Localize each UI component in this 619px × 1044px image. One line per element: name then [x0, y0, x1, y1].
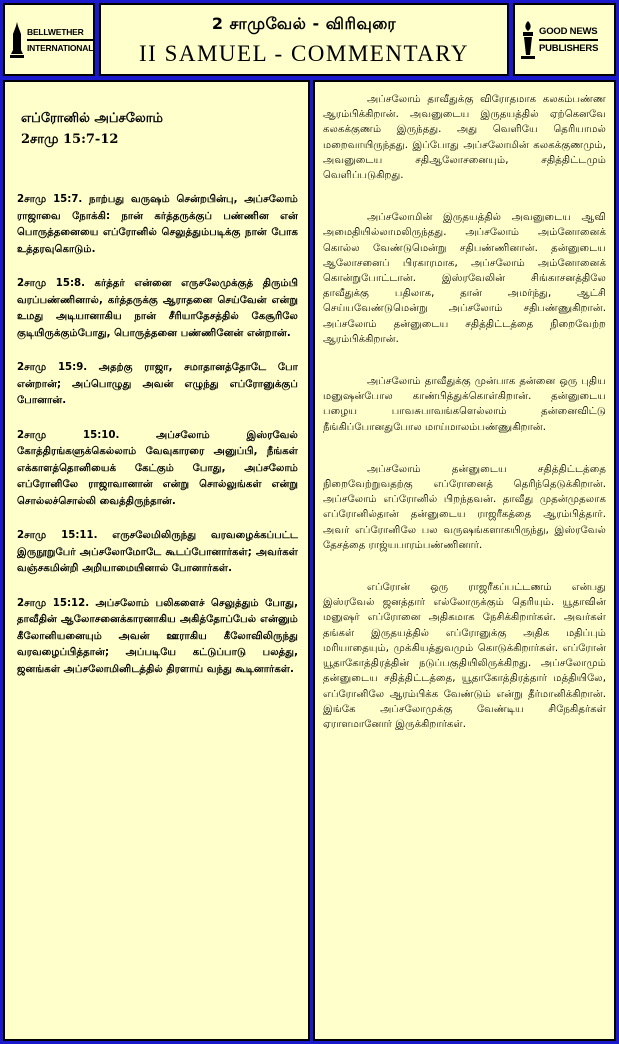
- commentary-paragraph: அப்சலோம் தாவீதுக்கு முன்பாக தன்னை ஒரு புதிய மனுஷன்போல காண்பித்துக்கொள்கிறான். தன்னுடைய பழைய பாவசுபாவங்களெல்லாம் தன்னைவிட்டு நீங்கிப்போனதுபோல மாய்மாலம்பண்ணுகிறான்.: [323, 376, 606, 433]
- good-news-logo-box: [513, 3, 616, 76]
- section-title: [21, 108, 298, 150]
- commentary-column: [313, 80, 616, 1041]
- bellwether-logo-text: [27, 26, 93, 54]
- bell-icon: [9, 20, 25, 60]
- section-title-reference: 2சாமு 15:7-12: [21, 132, 119, 147]
- commentary-paragraph: அப்சலோம் தன்னுடைய சதித்திட்டத்தை நிறைவேற்றுவதற்கு எப்ரோனைத் தெரிந்தெடுக்கிறான். அப்சலோம் எப்ரோனில் பிறந்தவன். தாவீது முதன்முதலாக எப்ரோனில்தான் தன்னுடைய ராஜரீகத்தை ஆரம்பித்தார். அவர் எப்ரோனிலே பல வருஷங்களாகயிருந்து, இஸ்ரவேல் தேசத்தை ராஜ்யபாரம்பண்ணினார்.: [323, 463, 606, 551]
- page-title-box: [99, 3, 509, 76]
- left-logo-line1: BELLWETHER: [27, 26, 84, 37]
- verse-paragraph: 2சாமு 15:8. கர்த்தர் என்னை எருசலேமுக்குத் திரும்பி வரப்பண்ணினால், கர்த்தருக்கு ஆராதனை செய்வேன் என்று உமது அடியானாகிய நான் சீரியாதேசத்தில் கேசூரிலே குடியிருக்கும்போது, பொருத்தனை பண்ணினேன் என்றான்.: [17, 278, 298, 339]
- commentary-paragraph: அப்சலோமின் இருதயத்தில் அவனுடைய ஆவி அமைதியில்லாமலிருந்தது. அப்சலோம் அம்னோனைக் கொல்ல வேண்டுமென்று சதிபண்ணினான். தன்னுடைய ஆலோசனைப் பிரகாரமாக, அப்சலோம் அம்னோனைக் கொன்றுபோட்டான். இஸ்ரவேலின் சிங்காசனத்திலே தாவீதுக்கு பதிலாக, தான் அமர்ந்து, ஆட்சி செய்யவேண்டுமென்று அப்சலோம் சதிபண்ணுகிறான். அப்சலோம் தன்னுடைய சதித்திட்டத்தை நிறைவேற்ற ஆரம்பிக்கிறான்.: [323, 212, 606, 345]
- commentary-paragraph: அப்சலோம் தாவீதுக்கு விரோதமாக கலகம்பண்ண ஆரம்பிக்கிறான். அவனுடைய இருதயத்தில் ஏற்கெனவே கலகக்குணம் இருந்தது. அது வெளியே தெரியாமல் மறைவாயிருந்தது. இப்போது அப்சலோமின் கலகக்குணமும், அவனுடைய சதிஆலோசனையும், சதித்திட்டமும் வெளிப்படுகிறது.: [323, 94, 606, 182]
- verse-paragraph: 2சாமு 15:11. எருசலேமிலிருந்து வரவழைக்கப்பட்ட இருநூறுபேர் அப்சலோமோடே கூடப்போனார்கள்; அவர்கள் வஞ்சகமின்றி அறியாமையினால் போனார்கள்.: [17, 530, 298, 574]
- section-title-line1: எப்ரோனில் அப்சலோம்: [21, 111, 164, 126]
- page-title-english: II SAMUEL - COMMENTARY: [139, 41, 469, 66]
- scripture-column: [3, 80, 310, 1041]
- verse-paragraph: 2சாமு 15:9. அதற்கு ராஜா, சமாதானத்தோடே போ என்றான்; அப்பொழுது அவன் எழுந்து எப்ரோனுக்குப் போனான்.: [17, 362, 298, 406]
- good-news-logo-text: [539, 25, 598, 55]
- right-logo-line2: PUBLISHERS: [539, 42, 599, 54]
- bellwether-logo-box: [3, 3, 95, 76]
- verse-paragraph: 2சாமு 15:7. நாற்பது வருஷம் சென்றபின்பு, அப்சலோம் ராஜாவை நோக்கி: நான் கர்த்தருக்குப் பண்ணின என் பொருத்தனையை எப்ரோனில் செலுத்தும்படிக்கு நான் போக உத்தரவுகொடும்.: [17, 194, 298, 255]
- commentary-paragraph: எப்ரோன் ஒரு ராஜரீகப்பட்டணம் என்பது இஸ்ரவேல் ஜனத்தார் எல்லோருக்கும் தெரியும். யூதாவின் மனுஷர் எப்ரோனை அதிகமாக நேசிக்கிறார்கள். அவர்கள் தங்கள் இருதயத்தில் எப்ரோனுக்கு அதிக மதிப்பும் மரியாதையும், முக்கியத்துவமும் கொடுக்கிறார்கள். எப்ரோன் யூதாகோத்திரத்தின் நடுப்பகுதியிலிருக்கிறது. அப்சலோமும் தன்னுடைய சதித்திட்டத்தை, யூதாகோத்திரத்தார் மத்தியிலே, எப்ரோனிலே ஆரம்பிக்க வேண்டும் என்று தீர்மானிக்கிறான். இங்கே அப்சலோமுக்கு வேண்டிய சிநேகிதர்கள் ஏராளமானோர் இருக்கிறார்கள்.: [323, 582, 606, 730]
- right-logo-line1: GOOD NEWS: [539, 25, 598, 37]
- page-title-tamil: 2 சாமுவேல் - விரிவுரை: [211, 14, 397, 33]
- verse-paragraph: 2சாமு 15:10. அப்சலோம் இஸ்ரவேல் கோத்திரங்களுக்கெல்லாம் வேவுகாரரை அனுப்பி, நீங்கள் எக்காளத்தொனியைக் கேட்கும் போது, அப்சலோம் எப்ரோனிலே ராஜாவானான் என்று சொல்லுங்கள் என்று சொல்லச்சொல்லி வைத்திருந்தான்.: [17, 429, 298, 507]
- verse-paragraph: 2சாமு 15:12. அப்சலோம் பலிகளைச் செலுத்தும் போது, தாவீதின் ஆலோசனைக்காரனாகிய அகித்தோப்பேல் என்னும் கீலோனியனையும் அவன் ஊராகிய கீலோவிலிருந்து வரவழைப்பித்தான்; அப்படியே கட்டுப்பாடு பலத்து, ஜனங்கள் அப்சலோமினிடத்தில் திரளாய் வந்து கூடினார்கள்.: [17, 597, 298, 675]
- left-logo-line2: INTERNATIONAL: [27, 42, 94, 53]
- torch-icon: [519, 19, 537, 61]
